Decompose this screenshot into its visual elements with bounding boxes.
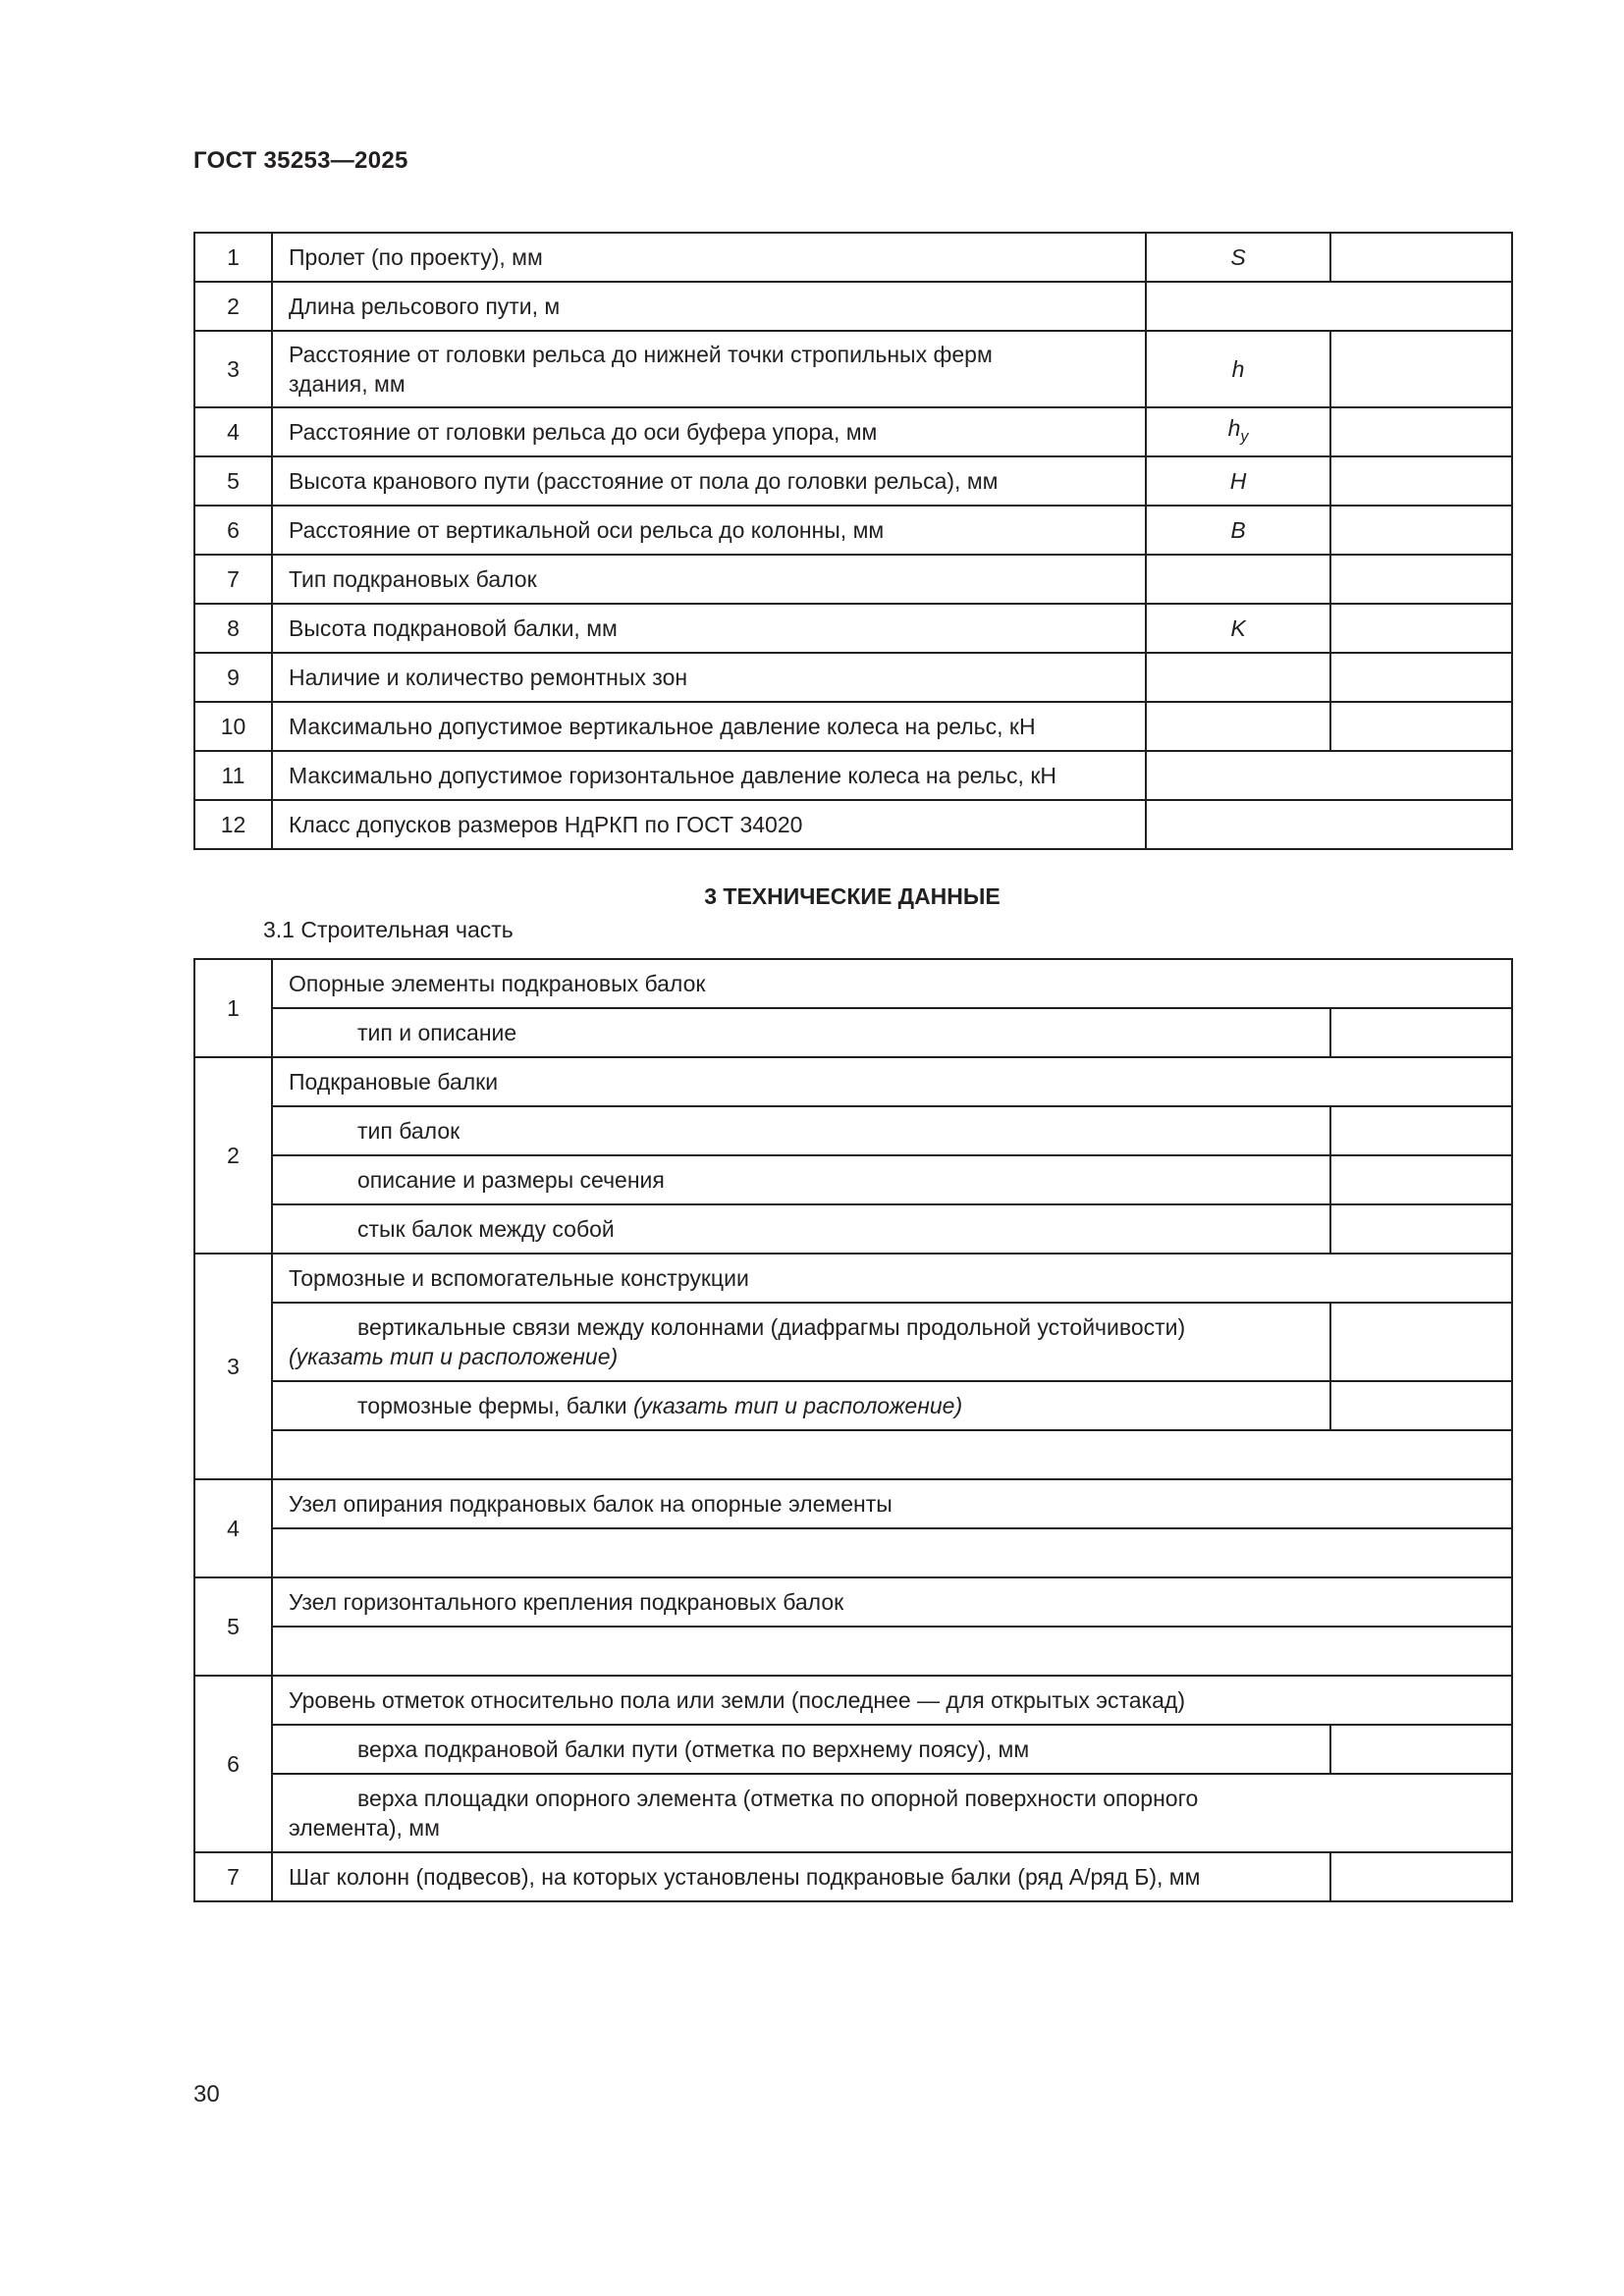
parameters-table	[193, 232, 1513, 850]
row-symbol: H	[1146, 456, 1330, 506]
value-cell[interactable]	[1330, 233, 1512, 282]
group-number: 1	[194, 959, 272, 1057]
row-symbol[interactable]	[1146, 555, 1330, 604]
table-row	[194, 1204, 1512, 1254]
table-row	[194, 1528, 1512, 1577]
row-number: 7	[194, 555, 272, 604]
row-number: 3	[194, 331, 272, 407]
table-row	[194, 233, 1512, 282]
item-label	[272, 1303, 1330, 1381]
row-number: 11	[194, 751, 272, 800]
symbol-subscript: y	[1240, 427, 1249, 446]
row-label: Пролет (по проекту), мм	[272, 233, 1146, 282]
item-label: тип и описание	[272, 1008, 1330, 1057]
table-row	[194, 1577, 1512, 1627]
value-cell[interactable]	[1146, 800, 1512, 849]
value-cell[interactable]	[1146, 282, 1512, 331]
row-number: 8	[194, 604, 272, 653]
table-row	[194, 1254, 1512, 1303]
table-row	[194, 1430, 1512, 1479]
value-cell[interactable]	[1330, 407, 1512, 456]
table-row	[194, 1106, 1512, 1155]
item-label-line: вертикальные связи между колоннами (диафрагмы продольной устойчивости)	[357, 1314, 1186, 1340]
group-title: Узел горизонтального крепления подкрановых балок	[272, 1577, 1512, 1627]
group-number: 5	[194, 1577, 272, 1676]
row-symbol: S	[1146, 233, 1330, 282]
row-label: Максимально допустимое горизонтальное давление колеса на рельс, кН	[272, 751, 1146, 800]
table-row	[194, 653, 1512, 702]
item-label: тип балок	[272, 1106, 1330, 1155]
table-row	[194, 751, 1512, 800]
row-symbol[interactable]	[1146, 653, 1330, 702]
item-label: тормозные фермы, балки (указать тип и расположение)	[272, 1381, 1330, 1430]
table-row	[194, 1381, 1512, 1430]
value-cell[interactable]	[1146, 751, 1512, 800]
table-row	[194, 282, 1512, 331]
document-code: ГОСТ 35253—2025	[193, 147, 408, 174]
value-cell[interactable]	[1330, 702, 1512, 751]
table-row	[194, 1303, 1512, 1381]
table-row	[194, 702, 1512, 751]
row-symbol	[1146, 407, 1330, 456]
group-number: 4	[194, 1479, 272, 1577]
row-label: Высота подкрановой балки, мм	[272, 604, 1146, 653]
row-symbol: B	[1146, 506, 1330, 555]
row-label: Расстояние от головки рельса до оси буфера упора, мм	[272, 407, 1146, 456]
row-symbol[interactable]	[1146, 702, 1330, 751]
group-number: 7	[194, 1852, 272, 1901]
item-label-line: верха площадки опорного элемента (отметка по опорной поверхности опорного	[357, 1786, 1199, 1811]
value-cell[interactable]	[1330, 331, 1512, 407]
value-cell[interactable]	[1330, 456, 1512, 506]
value-cell[interactable]	[272, 1528, 1512, 1577]
section-title: 3 ТЕХНИЧЕСКИЕ ДАННЫЕ	[704, 883, 1001, 909]
group-number: 3	[194, 1254, 272, 1479]
table-row	[194, 555, 1512, 604]
group-number: 2	[194, 1057, 272, 1254]
value-cell[interactable]	[1330, 653, 1512, 702]
table-row	[194, 506, 1512, 555]
row-label: Наличие и количество ремонтных зон	[272, 653, 1146, 702]
table-row	[194, 604, 1512, 653]
value-cell[interactable]	[1330, 1725, 1512, 1774]
value-cell[interactable]	[1330, 1155, 1512, 1204]
table-row	[194, 1057, 1512, 1106]
value-cell[interactable]	[1330, 1852, 1512, 1901]
row-number: 6	[194, 506, 272, 555]
table-row	[194, 1155, 1512, 1204]
group-title: Подкрановые балки	[272, 1057, 1512, 1106]
value-cell[interactable]	[1330, 1303, 1512, 1381]
row-symbol: h	[1146, 331, 1330, 407]
row-symbol: K	[1146, 604, 1330, 653]
table-row	[194, 1479, 1512, 1528]
row-label-line: Расстояние от головки рельса до нижней точки стропильных ферм	[289, 342, 993, 367]
table-row	[194, 407, 1512, 456]
value-cell[interactable]	[1330, 1106, 1512, 1155]
table-row	[194, 1774, 1512, 1852]
table-row	[194, 1852, 1512, 1901]
value-cell[interactable]	[1330, 1008, 1512, 1057]
table-row	[194, 1008, 1512, 1057]
value-cell[interactable]	[1330, 555, 1512, 604]
group-title: Опорные элементы подкрановых балок	[272, 959, 1512, 1008]
item-label: верха подкрановой балки пути (отметка по верхнему поясу), мм	[272, 1725, 1330, 1774]
row-label: Высота кранового пути (расстояние от пола до головки рельса), мм	[272, 456, 1146, 506]
row-number: 1	[194, 233, 272, 282]
table-row	[194, 331, 1512, 407]
table-row	[194, 959, 1512, 1008]
value-cell[interactable]	[1330, 506, 1512, 555]
row-number: 12	[194, 800, 272, 849]
subsection-title: 3.1 Строительная часть	[263, 917, 514, 942]
page-number: 30	[193, 2081, 220, 2108]
row-label: Максимально допустимое вертикальное давление колеса на рельс, кН	[272, 702, 1146, 751]
group-number: 6	[194, 1676, 272, 1852]
item-note: (указать тип и расположение)	[632, 1393, 963, 1418]
item-label-line: элемента), мм	[289, 1815, 440, 1841]
value-cell[interactable]	[272, 1430, 1512, 1479]
symbol-main: h	[1227, 414, 1241, 441]
row-number: 9	[194, 653, 272, 702]
table-row	[194, 1725, 1512, 1774]
group-title: Тормозные и вспомогательные конструкции	[272, 1254, 1512, 1303]
table-row	[194, 456, 1512, 506]
row-label: Тип подкрановых балок	[272, 555, 1146, 604]
row-label	[272, 331, 1146, 407]
table-row	[194, 800, 1512, 849]
row-label-line: здания, мм	[289, 371, 406, 397]
group-title: Узел опирания подкрановых балок на опорные элементы	[272, 1479, 1512, 1528]
row-label: Длина рельсового пути, м	[272, 282, 1146, 331]
value-cell[interactable]	[1330, 604, 1512, 653]
row-number: 10	[194, 702, 272, 751]
row-number: 4	[194, 407, 272, 456]
item-note: (указать тип и расположение)	[289, 1344, 619, 1369]
table-row	[194, 1676, 1512, 1725]
value-cell[interactable]	[1330, 1204, 1512, 1254]
item-label: стык балок между собой	[272, 1204, 1330, 1254]
item-label	[272, 1774, 1512, 1852]
construction-table	[193, 958, 1513, 1902]
row-label: Класс допусков размеров НдРКП по ГОСТ 34020	[272, 800, 1146, 849]
table-row	[194, 1627, 1512, 1676]
row-label: Расстояние от вертикальной оси рельса до колонны, мм	[272, 506, 1146, 555]
value-cell[interactable]	[1330, 1381, 1512, 1430]
group-title: Шаг колонн (подвесов), на которых установлены подкрановые балки (ряд А/ряд Б), мм	[272, 1852, 1330, 1901]
row-number: 2	[194, 282, 272, 331]
row-number: 5	[194, 456, 272, 506]
group-title: Уровень отметок относительно пола или земли (последнее — для открытых эстакад)	[272, 1676, 1512, 1725]
value-cell[interactable]	[272, 1627, 1512, 1676]
item-label: описание и размеры сечения	[272, 1155, 1330, 1204]
